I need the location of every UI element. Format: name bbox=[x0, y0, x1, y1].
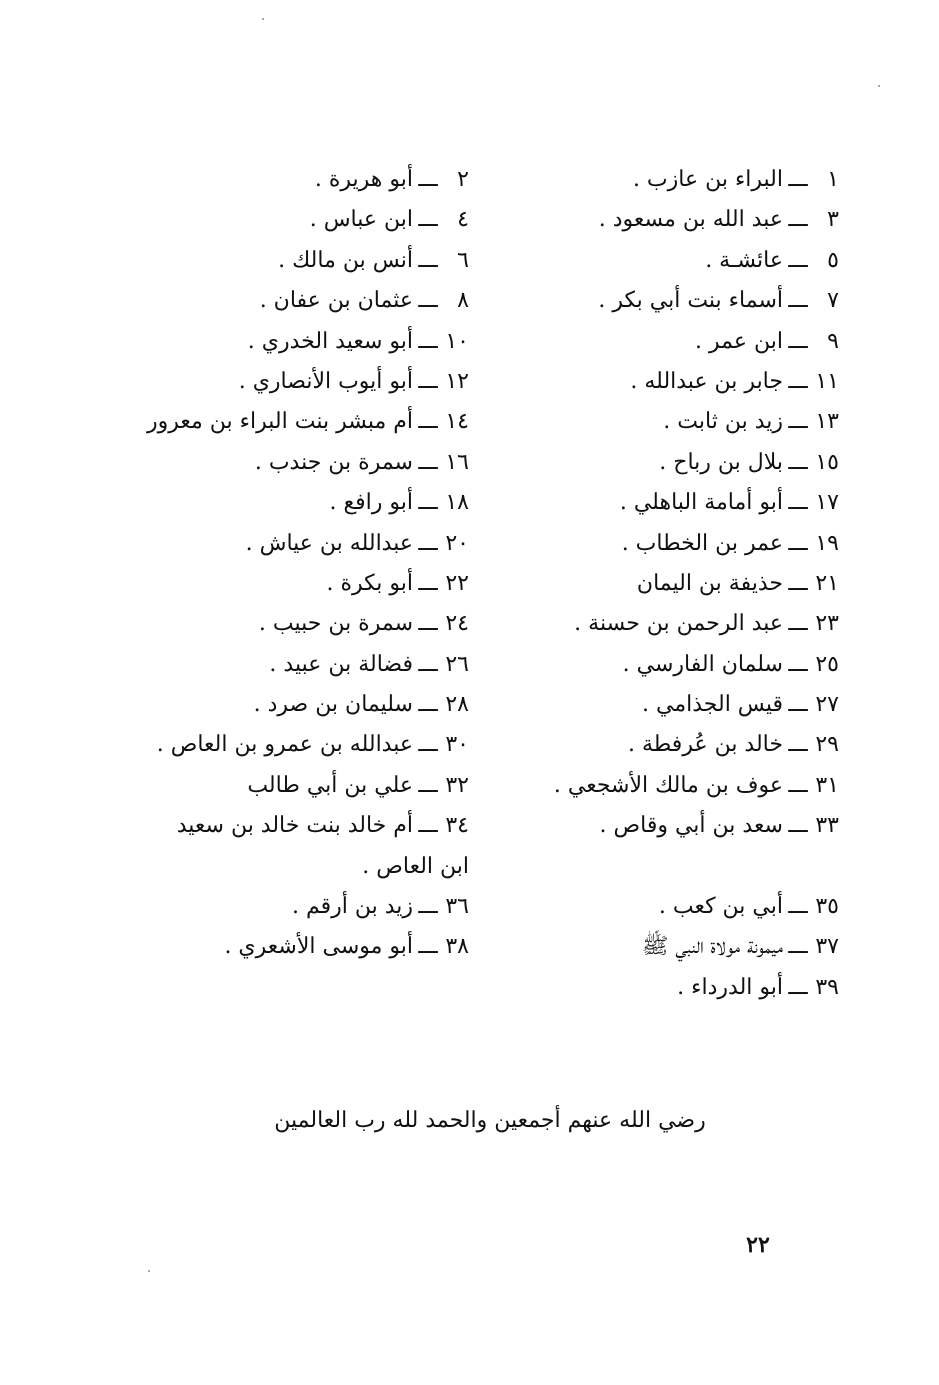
entry-name: أبو سعيد الخدري . bbox=[247, 328, 413, 354]
entry-dash: ـــ bbox=[418, 651, 438, 677]
name-entry bbox=[509, 968, 839, 1008]
entry-dash: ـــ bbox=[788, 692, 808, 718]
entry-dash: ـــ bbox=[418, 490, 438, 516]
entry-name: أبو بكرة . bbox=[326, 570, 413, 596]
name-entry bbox=[509, 806, 839, 846]
entry-name: عبدالله بن عمرو بن العاص . bbox=[156, 732, 413, 758]
name-entry bbox=[109, 402, 469, 442]
entry-number: ٧ bbox=[827, 288, 839, 314]
entry-number: ٣٢ bbox=[445, 772, 469, 798]
entry-dash: ـــ bbox=[788, 772, 808, 798]
entry-dash: ـــ bbox=[788, 611, 808, 637]
name-entry bbox=[109, 281, 469, 321]
entry-dash: ـــ bbox=[418, 611, 438, 637]
entry-number: ٢٧ bbox=[815, 692, 839, 718]
entry-number: ١٧ bbox=[815, 490, 839, 516]
entry-name: ابن عباس . bbox=[309, 207, 413, 233]
name-entry bbox=[109, 483, 469, 523]
name-entry bbox=[509, 322, 839, 362]
entry-dash: ـــ bbox=[418, 247, 438, 273]
entry-name: البراء بن عازب . bbox=[632, 167, 783, 192]
entry-dash: ـــ bbox=[788, 974, 808, 1000]
entry-name: ابن العاص . bbox=[362, 853, 469, 879]
entry-dash: ـــ bbox=[418, 894, 438, 920]
entry-name: علي بن أبي طالب bbox=[247, 772, 413, 798]
name-entry bbox=[509, 200, 839, 240]
paper-speck bbox=[148, 1270, 150, 1272]
entry-name: أبي بن كعب . bbox=[658, 894, 783, 920]
entry-name: أبو موسى الأشعري . bbox=[224, 934, 413, 960]
entry-number: ٣٦ bbox=[445, 894, 469, 920]
entry-name: عائشـة . bbox=[705, 247, 783, 273]
entry-name: زيد بن ثابت . bbox=[663, 409, 783, 435]
entry-number: ٥ bbox=[827, 247, 839, 273]
name-entry bbox=[109, 160, 469, 200]
name-entry bbox=[109, 241, 469, 281]
name-entry bbox=[109, 604, 469, 644]
name-entry bbox=[509, 927, 839, 967]
entry-name: فضالة بن عبيد . bbox=[269, 651, 413, 677]
entry-dash: ـــ bbox=[788, 328, 808, 354]
entry-name: ميمونة مولاة النبي ﷺ bbox=[641, 934, 783, 960]
entry-dash: ـــ bbox=[788, 732, 808, 758]
name-entry bbox=[109, 322, 469, 362]
entry-number: ٣٠ bbox=[445, 732, 469, 758]
entry-dash: ـــ bbox=[418, 732, 438, 758]
name-entry bbox=[509, 483, 839, 523]
entry-number: ٢٠ bbox=[445, 530, 469, 556]
entry-name: أبو رافع . bbox=[329, 490, 413, 516]
entry-name: سمرة بن حبيب . bbox=[258, 611, 413, 637]
entry-dash: ـــ bbox=[788, 409, 808, 435]
entry-number: ٢٤ bbox=[445, 611, 469, 637]
entry-number: ١٦ bbox=[445, 449, 469, 475]
entry-dash: ـــ bbox=[788, 570, 808, 596]
entry-number: ٢١ bbox=[815, 570, 839, 596]
entry-dash: ـــ bbox=[788, 288, 808, 314]
entry-number: ٣ bbox=[827, 207, 839, 233]
entry-dash: ـــ bbox=[418, 449, 438, 475]
name-entry bbox=[109, 685, 469, 725]
entry-number: ١٤ bbox=[445, 409, 469, 435]
entry-number: ٣٨ bbox=[445, 934, 469, 960]
name-entry bbox=[509, 524, 839, 564]
entry-dash: ـــ bbox=[788, 449, 808, 475]
entry-dash: ـــ bbox=[788, 247, 808, 273]
entry-number: ٢ bbox=[457, 167, 469, 192]
closing-prayer: رضي الله عنهم أجمعين والحمد لله رب العالمين bbox=[274, 1108, 706, 1133]
entry-name: قيس الجذامي . bbox=[642, 692, 783, 718]
page-number: ٢٢ bbox=[746, 1232, 770, 1258]
entry-number: ٣١ bbox=[815, 772, 839, 798]
entry-dash: ـــ bbox=[788, 530, 808, 556]
name-entry bbox=[109, 564, 469, 604]
entry-name: سعد بن أبي وقاص . bbox=[599, 813, 783, 839]
entry-number: ١٩ bbox=[815, 530, 839, 556]
entry-name: بلال بن رباح . bbox=[659, 449, 783, 475]
entry-name: عبد الله بن مسعود . bbox=[598, 207, 783, 233]
entry-number: ٣٩ bbox=[815, 974, 839, 1000]
name-entry bbox=[509, 564, 839, 604]
entry-dash: ـــ bbox=[418, 167, 438, 192]
entry-number: ٩ bbox=[827, 328, 839, 354]
entry-number: ٦ bbox=[457, 247, 469, 273]
entry-number: ٢٢ bbox=[445, 570, 469, 596]
entry-name: سلمان الفارسي . bbox=[622, 651, 783, 677]
entry-dash: ـــ bbox=[418, 934, 438, 960]
entry-dash: ـــ bbox=[418, 772, 438, 798]
entry-name: أم خالد بنت خالد بن سعيد bbox=[176, 813, 413, 839]
names-column-right bbox=[509, 160, 839, 1008]
paper-speck bbox=[262, 18, 264, 20]
entry-name: جابر بن عبدالله . bbox=[630, 368, 783, 394]
entry-number: ٢٣ bbox=[815, 611, 839, 637]
entry-name: أنس بن مالك . bbox=[278, 247, 413, 273]
name-entry bbox=[109, 927, 469, 967]
entry-number: ٣٤ bbox=[445, 813, 469, 839]
names-column-left bbox=[109, 160, 469, 968]
entry-name: خالد بن عُرفطة . bbox=[627, 732, 783, 758]
entry-number: ١٠ bbox=[445, 328, 469, 354]
entry-name: ابن عمر . bbox=[695, 328, 783, 354]
entry-dash: ـــ bbox=[418, 530, 438, 556]
entry-dash: ـــ bbox=[788, 490, 808, 516]
entry-number: ١٥ bbox=[815, 449, 839, 475]
entry-dash: ـــ bbox=[418, 328, 438, 354]
name-entry bbox=[109, 725, 469, 765]
name-entry bbox=[509, 241, 839, 281]
entry-dash: ـــ bbox=[788, 651, 808, 677]
entry-number: ١ bbox=[827, 167, 839, 192]
name-entry bbox=[109, 645, 469, 685]
name-entry bbox=[509, 766, 839, 806]
name-entry bbox=[109, 524, 469, 564]
entry-dash: ـــ bbox=[418, 692, 438, 718]
name-entry bbox=[509, 604, 839, 644]
entry-number: ١١ bbox=[815, 368, 839, 394]
entry-dash: ـــ bbox=[418, 570, 438, 596]
name-entry bbox=[509, 443, 839, 483]
entry-dash: ـــ bbox=[418, 207, 438, 233]
name-entry bbox=[509, 362, 839, 402]
name-entry bbox=[109, 806, 469, 846]
entry-name: عثمان بن عفان . bbox=[259, 288, 413, 314]
name-entry-continuation bbox=[109, 847, 469, 887]
name-entry-continuation bbox=[509, 847, 839, 887]
entry-dash: ـــ bbox=[418, 368, 438, 394]
name-entry bbox=[109, 200, 469, 240]
entry-name: أبو هريرة . bbox=[314, 167, 413, 192]
name-entry bbox=[509, 402, 839, 442]
entry-dash: ـــ bbox=[788, 934, 808, 960]
name-entry bbox=[109, 766, 469, 806]
entry-name: عبد الرحمن بن حسنة . bbox=[574, 611, 783, 637]
entry-number: ٢٨ bbox=[445, 692, 469, 718]
entry-number: ٨ bbox=[457, 288, 469, 314]
entry-name: عوف بن مالك الأشجعي . bbox=[553, 772, 783, 798]
entry-name: سليمان بن صرد . bbox=[253, 692, 413, 718]
entry-number: ٣٥ bbox=[815, 894, 839, 920]
paper-speck bbox=[878, 85, 880, 87]
entry-name: أبو أمامة الباهلي . bbox=[619, 490, 783, 516]
entry-number: ٣٧ bbox=[815, 934, 839, 960]
entry-name: أبو أيوب الأنصاري . bbox=[238, 368, 413, 394]
entry-dash: ـــ bbox=[788, 167, 808, 192]
name-entry bbox=[509, 887, 839, 927]
entry-name: عبدالله بن عياش . bbox=[245, 530, 413, 556]
entry-name: أبو الدرداء . bbox=[677, 974, 783, 1000]
entry-dash: ـــ bbox=[788, 368, 808, 394]
entry-name: عمر بن الخطاب . bbox=[621, 530, 783, 556]
entry-number: ٣٣ bbox=[815, 813, 839, 839]
entry-name: أم مبشر بنت البراء بن معرور bbox=[147, 409, 413, 435]
entry-number: ٢٩ bbox=[815, 732, 839, 758]
name-entry bbox=[509, 645, 839, 685]
entry-dash: ـــ bbox=[788, 207, 808, 233]
entry-dash: ـــ bbox=[418, 409, 438, 435]
entry-number: ٢٥ bbox=[815, 651, 839, 677]
entry-number: ١٢ bbox=[445, 368, 469, 394]
entry-dash: ـــ bbox=[788, 894, 808, 920]
entry-number: ١٣ bbox=[815, 409, 839, 435]
entry-dash: ـــ bbox=[418, 813, 438, 839]
entry-name: أسماء بنت أبي بكر . bbox=[598, 288, 783, 314]
entry-number: ١٨ bbox=[445, 490, 469, 516]
entry-number: ٤ bbox=[457, 207, 469, 233]
name-entry bbox=[109, 362, 469, 402]
name-entry bbox=[109, 887, 469, 927]
entry-dash: ـــ bbox=[418, 288, 438, 314]
name-entry bbox=[509, 725, 839, 765]
name-entry bbox=[509, 685, 839, 725]
entry-dash: ـــ bbox=[788, 813, 808, 839]
name-entry bbox=[509, 160, 839, 200]
entry-number: ٢٦ bbox=[445, 651, 469, 677]
entry-name: زيد بن أرقم . bbox=[291, 894, 413, 920]
entry-name: حذيفة بن اليمان bbox=[636, 570, 783, 596]
entry-name: سمرة بن جندب . bbox=[254, 449, 413, 475]
name-entry bbox=[109, 443, 469, 483]
name-entry bbox=[509, 281, 839, 321]
